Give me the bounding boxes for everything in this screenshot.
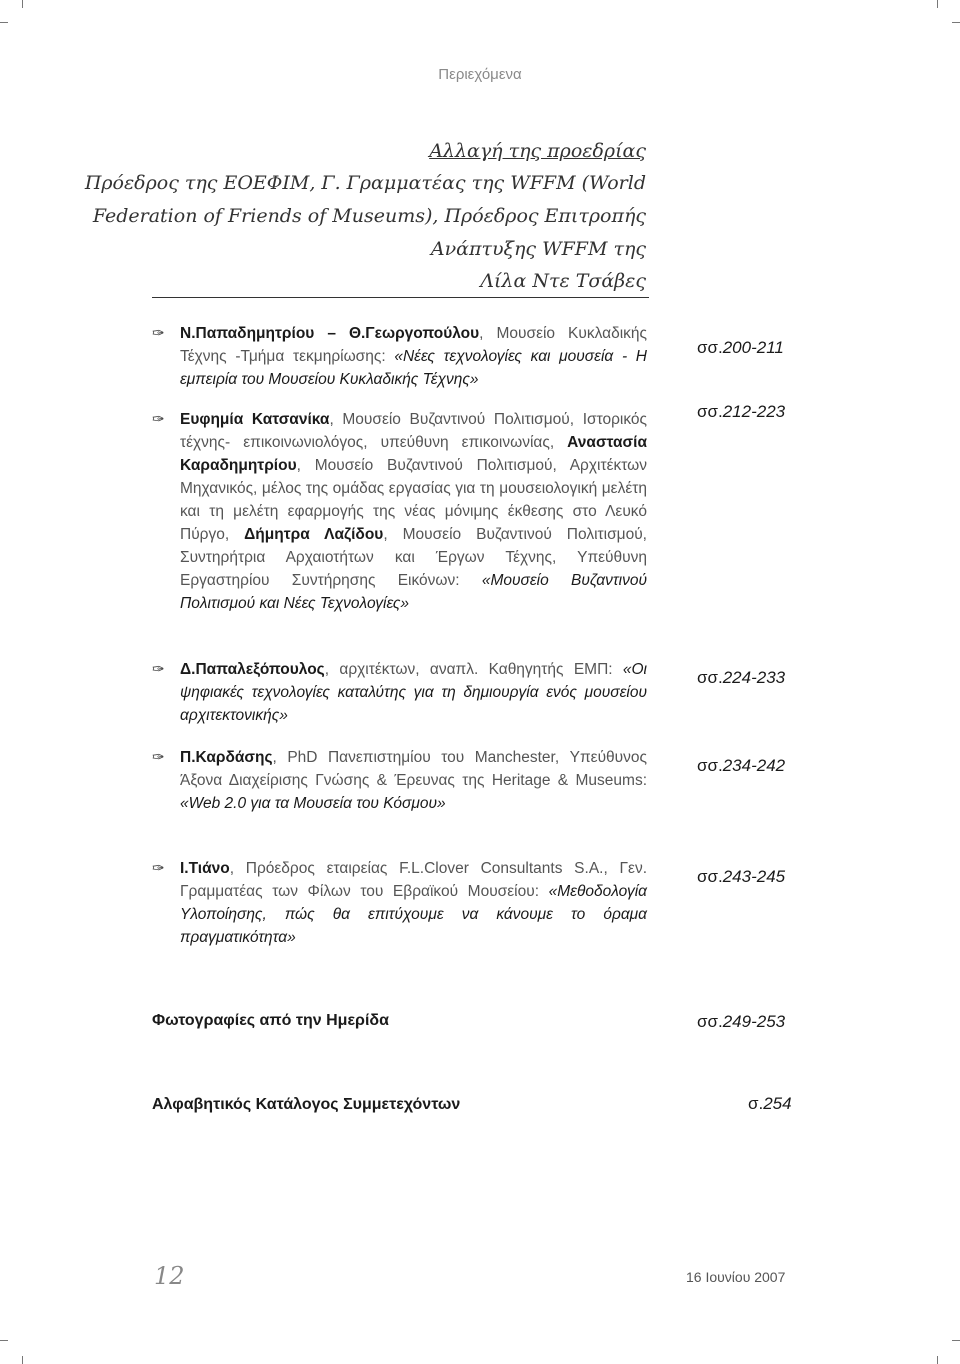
page-range xyxy=(697,756,785,776)
crop-mark xyxy=(937,0,938,8)
page-numbers: 234-242 xyxy=(722,756,786,775)
crop-mark xyxy=(952,22,960,23)
section-heading: Αλλαγή της προεδρίας xyxy=(429,140,646,162)
page-prefix: σσ. xyxy=(697,402,723,421)
author-name: Δήμητρα Λαζίδου xyxy=(244,526,384,543)
crop-mark xyxy=(22,0,23,8)
footer-date: 16 Ιουνίου 2007 xyxy=(686,1269,786,1285)
catalog-pages xyxy=(748,1094,792,1114)
page-prefix: σ. xyxy=(748,1094,764,1113)
section-line: Πρόεδρος της ΕΟΕΦΙΜ, Γ. Γραμματέας της WFFM (World xyxy=(84,172,646,194)
author-affiliation: , PhD Πανεπιστημίου του Manchester, Υπεύθυνος Άξονα Διαχείρισης Γνώσης & Έρευνας της Heritage & Museums: xyxy=(180,749,647,789)
author-name: Δ.Παπαλεξόπουλος xyxy=(180,661,325,678)
author-name: Ευφημία Κατσανίκα xyxy=(180,411,330,428)
section-speaker: Λίλα Ντε Τσάβες xyxy=(480,270,646,292)
crop-mark xyxy=(952,1340,960,1341)
crop-mark xyxy=(937,1356,938,1364)
talk-title: «Μεθοδολογία Υλοποίησης, πώς θα επιτύχουμε να κάνουμε το όραμα πραγματικότητα» xyxy=(180,883,647,946)
page-range xyxy=(697,668,785,688)
page-numbers: 212-223 xyxy=(722,402,786,421)
author-name: Ν.Παπαδημητρίου – Θ.Γεωργοπούλου xyxy=(180,325,480,342)
page-prefix: σσ. xyxy=(697,756,723,775)
page-range xyxy=(697,338,784,358)
page-numbers: 224-233 xyxy=(722,668,786,687)
photos-pages xyxy=(697,1012,785,1032)
entry-text xyxy=(180,857,647,949)
bullet-icon: ✑ xyxy=(152,749,165,766)
section-line: Ανάπτυξης WFFM της xyxy=(430,238,646,260)
author-affiliation: , Μουσείο Βυζαντινού Πολιτισμού, Ιστορικός τέχνης- επικοινωνιολόγος, υπεύθυνη επικοινωνίας, xyxy=(180,411,648,451)
page-number: 12 xyxy=(154,1262,185,1290)
author-name: Π.Καρδάσης xyxy=(180,749,273,766)
page-prefix: σσ. xyxy=(697,1012,723,1031)
crop-mark xyxy=(0,1340,8,1341)
page-numbers: 243-245 xyxy=(722,867,786,886)
photos-label: Φωτογραφίες από την Ημερίδα xyxy=(152,1012,389,1029)
entry-text xyxy=(180,322,647,391)
page-prefix: σσ. xyxy=(697,338,723,357)
talk-title: «Οι ψηφιακές τεχνολογίες καταλύτης για τη δημιουργία ενός μουσείου αρχιτεκτονικής» xyxy=(180,661,647,724)
talk-title: «Web 2.0 για τα Μουσεία του Κόσμου» xyxy=(180,795,446,812)
author-affiliation: , αρχιτέκτων, αναπλ. Καθηγητής ΕΜΠ: xyxy=(324,661,623,678)
talk-title: «Νέες τεχνολογίες και μουσεία - Η εμπειρία του Μουσείου Κυκλαδικής Τέχνης» xyxy=(180,348,648,388)
section-line: Federation of Friends of Museums), Πρόεδρος Επιτροπής xyxy=(92,205,646,227)
page-range xyxy=(697,867,785,887)
page-header: Περιεχόμενα xyxy=(438,66,522,83)
author-affiliation: , Μουσείο Βυζαντινού Πολιτισμού, Συντηρήτρια Αρχαιοτήτων και Έργων Τέχνης, Υπεύθυνη Εργαστηρίου Συντήρησης Εικόνων: xyxy=(180,526,647,589)
page-range xyxy=(697,402,785,422)
page-numbers: 200-211 xyxy=(722,338,784,357)
crop-mark xyxy=(0,22,8,23)
entry-text xyxy=(180,408,647,615)
entry-text xyxy=(180,658,647,727)
page-numbers: 254 xyxy=(763,1094,792,1113)
talk-title: «Μουσείο Βυζαντινού Πολιτισμού και Νέες Τεχνολογίες» xyxy=(180,572,647,612)
page-numbers: 249-253 xyxy=(722,1012,786,1031)
bullet-icon: ✑ xyxy=(152,860,165,877)
section-divider xyxy=(152,297,649,298)
bullet-icon: ✑ xyxy=(152,325,165,342)
page-prefix: σσ. xyxy=(697,668,723,687)
page-prefix: σσ. xyxy=(697,867,723,886)
catalog-label: Αλφαβητικός Κατάλογος Συμμετεχόντων xyxy=(152,1096,461,1113)
author-affiliation: , Μουσείο Βυζαντινού Πολιτισμού, Αρχιτέκτων Μηχανικός, μέλος της ομάδας εργασίας για τη μουσειολογική μελέτη και τη μελέτη εφαρμογής της νέας μόνιμης έκθεσης στο Λευκό Πύργο, xyxy=(180,457,647,543)
crop-mark xyxy=(22,1356,23,1364)
author-affiliation: , Μουσείο Κυκλαδικής Τέχνης -Τμήμα τεκμηρίωσης: xyxy=(180,325,647,365)
bullet-icon: ✑ xyxy=(152,411,165,428)
author-affiliation: , Πρόεδρος εταιρείας F.L.Clover Consultants S.A., Γεν. Γραμματέας των Φίλων του Εβραϊκού Μουσείου: xyxy=(180,860,647,900)
author-name: Αναστασία Καραδημητρίου xyxy=(180,434,647,474)
bullet-icon: ✑ xyxy=(152,661,165,678)
author-name: Ι.Τιάνο xyxy=(180,860,230,877)
entry-text xyxy=(180,746,647,815)
